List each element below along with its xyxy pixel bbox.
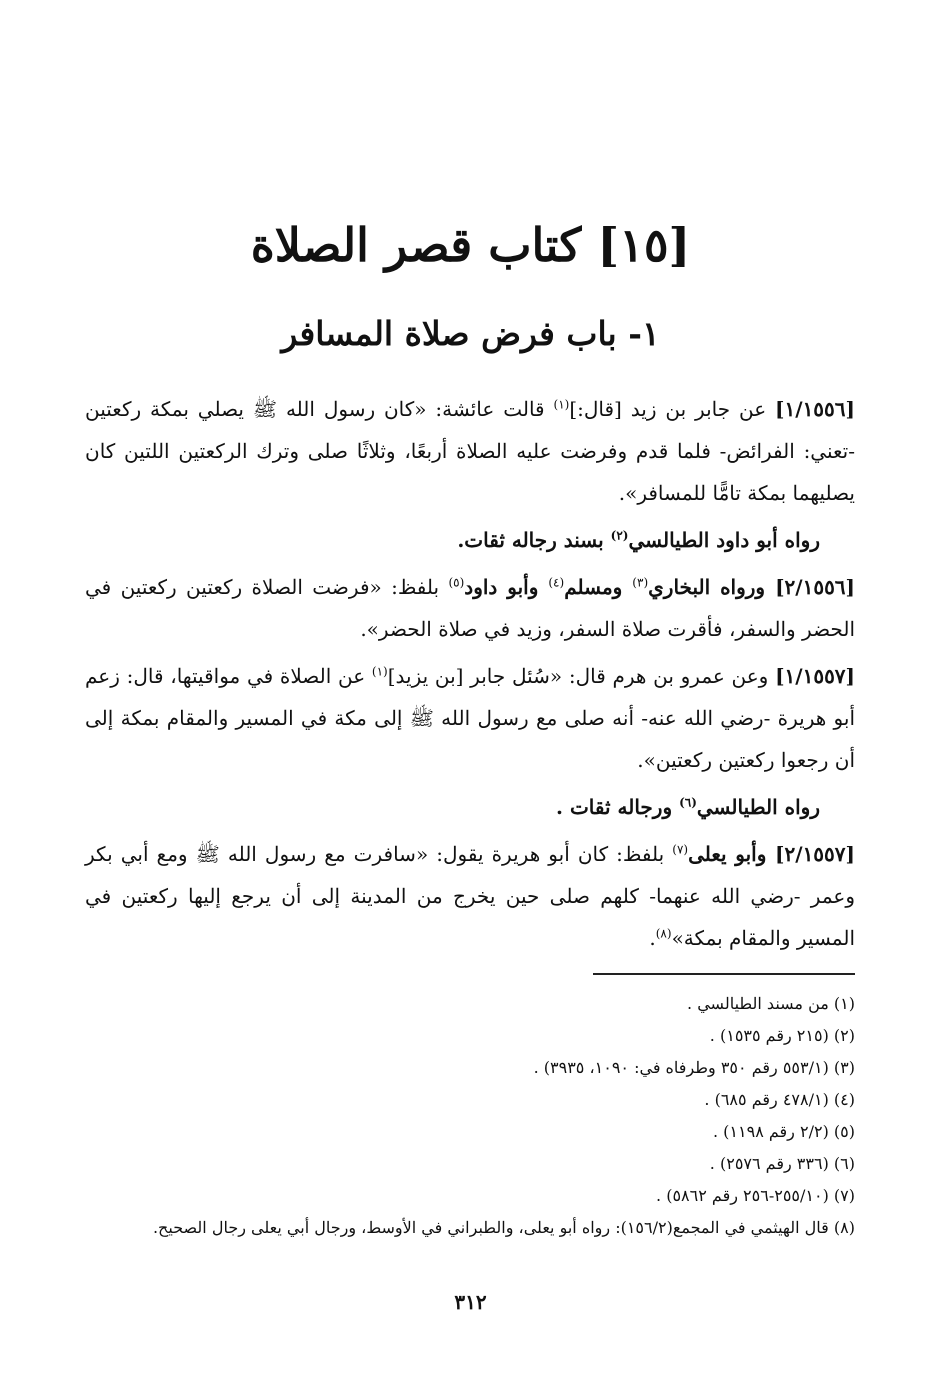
hadith-text: عن جابر بن زيد [قال:] bbox=[569, 397, 776, 421]
footnote-marker[interactable]: (٣) bbox=[632, 575, 649, 590]
hadith-text: وأبو يعلى bbox=[688, 842, 776, 866]
hadith-text: . bbox=[649, 926, 656, 950]
footnote-item: (٣) (٥٥٣/١ رقم ٣٥٠ وطرفاه في: ١٠٩٠، ٣٩٣٥) . bbox=[533, 1058, 855, 1077]
hadith-text: وأبو داود bbox=[464, 575, 549, 599]
footnote-item: (٧) (٢٥٥/١٠-٢٥٦ رقم ٥٨٦٢) . bbox=[656, 1186, 855, 1205]
hadith-text: ورواه البخاري bbox=[648, 575, 776, 599]
chapter-title: ١- باب فرض صلاة المسافر bbox=[281, 314, 660, 353]
footnote-marker[interactable]: (٨) bbox=[655, 926, 672, 941]
narration-note bbox=[85, 786, 855, 828]
hadith-text: بلفظ: كان أبو هريرة يقول: «سافرت مع رسول الله ﷺ ومع أبي بكر وعمر -رضي الله عنهما- كلهم صلى حين يخرج من المدينة إلى أن يرجع إليها ركعتين في المسير والمقام بمكة» bbox=[85, 842, 855, 950]
hadith-paragraph bbox=[85, 566, 855, 650]
footnote-marker[interactable]: (٤) bbox=[548, 575, 565, 590]
footnote-marker[interactable]: (١) bbox=[371, 664, 388, 679]
footnotes-section bbox=[75, 988, 855, 1244]
note-text: رواه الطيالسي bbox=[696, 795, 820, 819]
book-title: [١٥] كتاب قصر الصلاة bbox=[250, 218, 691, 272]
footnote-marker[interactable]: (٥) bbox=[448, 575, 465, 590]
footnote-item: (٢) (٢١٥ رقم ١٥٣٥) . bbox=[709, 1026, 855, 1045]
footnote-marker[interactable]: (٢) bbox=[610, 528, 629, 543]
hadith-ref: [٢/١٥٥٦] bbox=[775, 575, 856, 599]
hadith-text: وعن عمرو بن هرم قال: «سُئل جابر [بن يزيد] bbox=[387, 664, 776, 688]
hadith-text: ومسلم bbox=[564, 575, 633, 599]
hadith-ref: [١/١٥٥٦] bbox=[775, 397, 855, 421]
footnote-item: (٤) (٤٧٨/١ رقم ٦٨٥) . bbox=[704, 1090, 855, 1109]
hadith-paragraph bbox=[85, 833, 855, 959]
footnote-item: (٨) قال الهيثمي في المجمع(١٥٦/٢): رواه أبو يعلى، والطبراني في الأوسط، ورجال أبي يعلى رجال الصحيح. bbox=[152, 1218, 855, 1237]
hadith-paragraph bbox=[85, 388, 855, 514]
footnote-marker[interactable]: (١) bbox=[553, 397, 570, 412]
note-text: ورجاله ثقات . bbox=[556, 795, 680, 819]
footnote-marker[interactable]: (٦) bbox=[679, 795, 697, 810]
hadith-text: عن الصلاة في مواقيتها، قال: زعم أبو هريرة -رضي الله عنه- أنه صلى مع رسول الله ﷺ إلى مكة في المسير والمقام بمكة إلى أن رجعوا ركعتين ركعتين». bbox=[85, 664, 856, 772]
hadith-text: بلفظ: «فرضت الصلاة ركعتين ركعتين في الحضر والسفر، فأقرت صلاة السفر، وزيد في صلاة الحضر». bbox=[85, 575, 855, 641]
footnote-item: (٦) (٣٣٦ رقم ٢٥٧٦) . bbox=[709, 1154, 855, 1173]
note-text: رواه أبو داود الطيالسي bbox=[628, 528, 820, 552]
narration-note bbox=[85, 519, 855, 561]
hadith-ref: [١/١٥٥٧] bbox=[775, 664, 856, 688]
footnote-item: (١) من مسند الطيالسي . bbox=[687, 994, 855, 1013]
body-text bbox=[85, 388, 855, 964]
footnote-marker[interactable]: (٧) bbox=[672, 842, 689, 857]
hadith-paragraph bbox=[85, 655, 855, 781]
footnote-divider bbox=[593, 973, 855, 975]
footnote-item: (٥) (٢/٢ رقم ١١٩٨) . bbox=[713, 1122, 855, 1141]
hadith-text: قالت عائشة: «كان رسول الله ﷺ يصلي بمكة ركعتين -تعني: الفرائض- فلما قدم وفرضت عليه الصلاة أربعًا، وثلاثًا صلى وترك الركعتين اللتين كان يصليهما بمكة تامًّا للمسافر». bbox=[85, 397, 855, 505]
hadith-ref: [٢/١٥٥٧] bbox=[775, 842, 855, 866]
page-number: ٣١٢ bbox=[454, 1290, 487, 1314]
note-text: بسند رجاله ثقات. bbox=[457, 528, 611, 552]
